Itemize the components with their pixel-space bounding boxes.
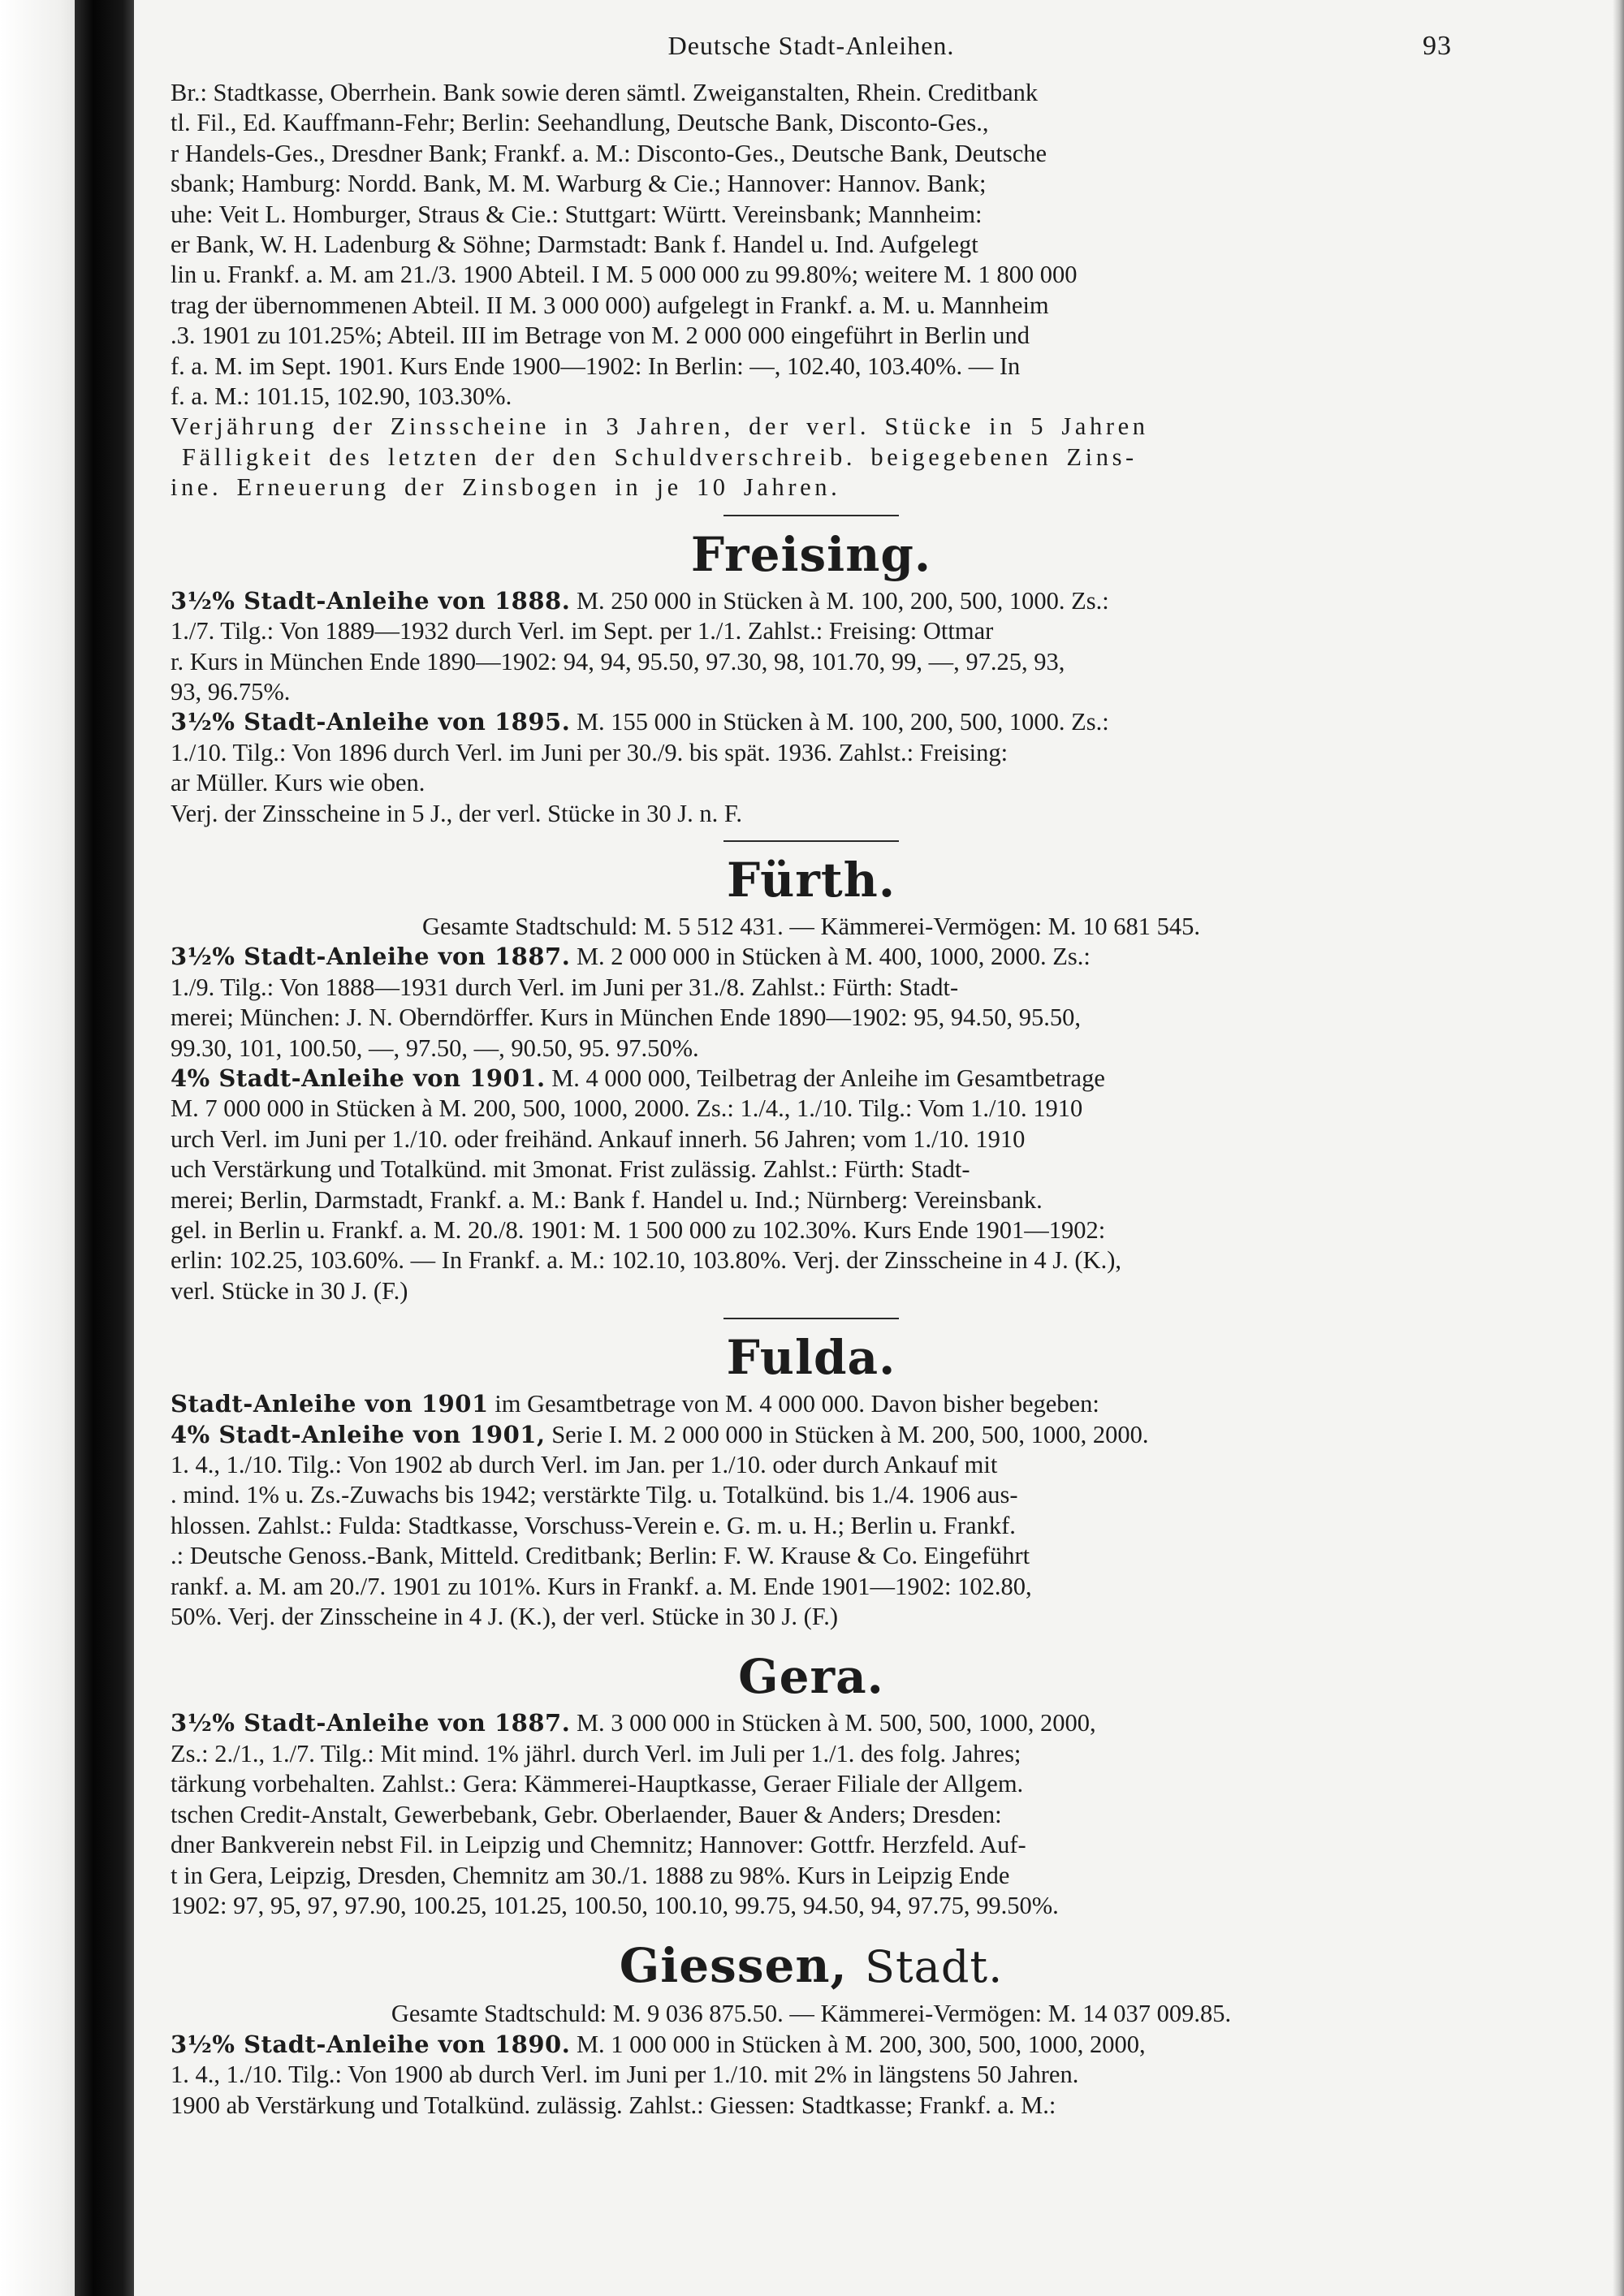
intro-line: lin u. Frankf. a. M. am 21./3. 1900 Abteil. I M. 5 000 000 zu 99.80%; weitere M. 1 800 000 (171, 261, 1078, 289)
section-divider (723, 515, 899, 516)
loan-text: 99.30, 101, 100.50, —, 97.50, —, 90.50, 95. 97.50%. (171, 1034, 699, 1062)
intro-line: tl. Fil., Ed. Kauffmann-Fehr; Berlin: Seehandlung, Deutsche Bank, Disconto-Ges., (171, 109, 989, 137)
section-note: Verj. der Zinsscheine in 5 J., der verl. Stücke in 30 J. n. F. (171, 799, 743, 827)
loan-title: 3½% Stadt-Anleihe von 1887. (171, 1709, 571, 1737)
loan-text: tärkung vorbehalten. Zahlst.: Gera: Kämmerei-Hauptkasse, Geraer Filiale der Allgem. (171, 1770, 1024, 1798)
section-divider (723, 840, 899, 842)
intro-note-line: Fälligkeit des letzten der den Schuldverschreib. beigegebenen Zins- (182, 442, 1138, 471)
gutter-dark-band (75, 0, 122, 2296)
loan-text: erlin: 102.25, 103.60%. — In Frankf. a. M.: 102.10, 103.80%. Verj. der Zinsscheine in 4 J. (K.), (171, 1246, 1121, 1275)
page-right-edge (1613, 0, 1624, 2296)
intro-line: trag der übernommenen Abteil. II M. 3 000 000) aufgelegt in Frankf. a. M. u. Mannheim (171, 291, 1049, 319)
loan-text: M. 250 000 in Stücken à M. 100, 200, 500, 1000. Zs.: (576, 586, 1109, 615)
loan-text: im Gesamtbetrage von M. 4 000 000. Davon bisher begeben: (495, 1390, 1099, 1418)
running-header (171, 26, 1452, 78)
intro-line: Br.: Stadtkasse, Oberrhein. Bank sowie deren sämtl. Zweiganstalten, Rhein. Creditbank (171, 79, 1039, 106)
loan-text: ar Müller. Kurs wie oben. (171, 769, 425, 797)
loan-text: 1./10. Tilg.: Von 1896 durch Verl. im Juni per 30./9. bis spät. 1936. Zahlst.: Freising: (171, 738, 1009, 766)
city-subtitle: Stadt. (864, 1941, 1004, 1993)
loan-title: 4% Stadt-Anleihe von 1901. (171, 1064, 546, 1092)
intro-line: r Handels-Ges., Dresdner Bank; Frankf. a. M.: Disconto-Ges., Deutsche Bank, Deutsche (171, 139, 1047, 167)
intro-line: .3. 1901 zu 101.25%; Abteil. III im Betrage von M. 2 000 000 eingeführt in Berlin und (171, 322, 1030, 350)
intro-line: f. a. M. im Sept. 1901. Kurs Ende 1900—1902: In Berlin: —, 102.40, 103.40%. — In (171, 352, 1021, 380)
loan-text: 50%. Verj. der Zinsscheine in 4 J. (K.), der verl. Stücke in 30 J. (F.) (171, 1603, 839, 1631)
loan-title: 3½% Stadt-Anleihe von 1887. (171, 943, 571, 971)
loan-text: M. 3 000 000 in Stücken à M. 500, 500, 1000, 2000, (576, 1709, 1096, 1737)
page-number: 93 (1423, 31, 1452, 61)
loan-title: 4% Stadt-Anleihe von 1901, (171, 1420, 546, 1448)
loan-text: merei; Berlin, Darmstadt, Frankf. a. M.: Bank f. Handel u. Ind.; Nürnberg: Vereinsbank. (171, 1185, 1043, 1214)
section-fulda (171, 1331, 1452, 1632)
loan-text: dner Bankverein nebst Fil. in Leipzig und Chemnitz; Hannover: Gottfr. Herzfeld. Auf- (171, 1831, 1026, 1859)
loan-text: t in Gera, Leipzig, Dresden, Chemnitz am 30./1. 1888 zu 98%. Kurs in Leipzig Ende (171, 1861, 1010, 1889)
loan-text: 1./7. Tilg.: Von 1889—1932 durch Verl. im Sept. per 1./1. Zahlst.: Freising: Ottmar (171, 617, 994, 645)
debt-summary: Gesamte Stadtschuld: M. 5 512 431. — Kämmerei-Vermögen: M. 10 681 545. (421, 912, 1201, 940)
intro-line: er Bank, W. H. Ladenburg & Söhne; Darmstadt: Bank f. Handel u. Ind. Aufgelegt (171, 231, 978, 259)
loan-text: gel. in Berlin u. Frankf. a. M. 20./8. 1901: M. 1 500 000 zu 102.30%. Kurs Ende 1901—1902: (171, 1216, 1106, 1244)
section-freising (171, 528, 1452, 829)
page-content (171, 26, 1452, 2121)
section-giessen (171, 1939, 1452, 2121)
loan-text: Zs.: 2./1., 1./7. Tilg.: Mit mind. 1% jährl. durch Verl. im Juli per 1./1. des folg. Jahres; (171, 1739, 1021, 1767)
section-gera (171, 1650, 1452, 1921)
intro-line: sbank; Hamburg: Nordd. Bank, M. M. Warburg & Cie.; Hannover: Hannov. Bank; (171, 170, 987, 198)
loan-text: 1902: 97, 95, 97, 97.90, 100.25, 101.25, 100.50, 100.10, 99.75, 94.50, 94, 97.75, 99.50%. (171, 1891, 1059, 1919)
loan-text: merei; München: J. N. Oberndörffer. Kurs in München Ende 1890—1902: 95, 94.50, 95.50, (171, 1003, 1081, 1032)
loan-title: 3½% Stadt-Anleihe von 1888. (171, 586, 571, 615)
book-spine-shadow (0, 0, 134, 2296)
intro-line: f. a. M.: 101.15, 102.90, 103.30%. (171, 382, 512, 411)
loan-title: 3½% Stadt-Anleihe von 1895. (171, 708, 571, 736)
debt-summary: Gesamte Stadtschuld: M. 9 036 875.50. — Kämmerei-Vermögen: M. 14 037 009.85. (391, 2000, 1232, 2028)
loan-text: 1900 ab Verstärkung und Totalkünd. zulässig. Zahlst.: Giessen: Stadtkasse; Frankf. a. M.: (171, 2091, 1056, 2119)
loan-text: . mind. 1% u. Zs.-Zuwachs bis 1942; verstärkte Tilg. u. Totalkünd. bis 1./4. 1906 aus- (171, 1481, 1018, 1509)
running-title: Deutsche Stadt-Anleihen. (667, 31, 955, 60)
loan-title: 3½% Stadt-Anleihe von 1890. (171, 2030, 571, 2058)
section-divider (723, 1318, 899, 1319)
loan-text: M. 7 000 000 in Stücken à M. 200, 500, 1000, 2000. Zs.: 1./4., 1./10. Tilg.: Vom 1./10. 1910 (171, 1094, 1083, 1123)
loan-text: M. 155 000 in Stücken à M. 100, 200, 500, 1000. Zs.: (576, 708, 1109, 736)
intro-note-line: Verjährung der Zinsscheine in 3 Jahren, der verl. Stücke in 5 Jahren (171, 412, 1149, 441)
intro-line: uhe: Veit L. Homburger, Straus & Cie.: Stuttgart: Württ. Vereinsbank; Mannheim: (171, 200, 983, 228)
loan-title: Stadt-Anleihe von 1901 (171, 1390, 489, 1418)
loan-text: M. 2 000 000 in Stücken à M. 400, 1000, 2000. Zs.: (576, 943, 1091, 971)
intro-note-line: ine. Erneuerung der Zinsbogen in je 10 Jahren. (171, 473, 841, 502)
section-heading (171, 1939, 1452, 1994)
section-heading: Fürth. (726, 852, 896, 908)
section-heading: Freising. (690, 526, 932, 582)
loan-text: 1. 4., 1./10. Tilg.: Von 1900 ab durch Verl. im Juni per 1./10. mit 2% in längstens 50 Jahren. (171, 2061, 1079, 2089)
loan-text: Serie I. M. 2 000 000 in Stücken à M. 200, 500, 1000, 2000. (551, 1420, 1149, 1448)
section-fuerth (171, 853, 1452, 1306)
loan-text: 1./9. Tilg.: Von 1888—1931 durch Verl. im Juni per 31./8. Zahlst.: Fürth: Stadt- (171, 973, 959, 1001)
loan-text: uch Verstärkung und Totalkünd. mit 3monat. Frist zulässig. Zahlst.: Fürth: Stadt- (171, 1155, 970, 1184)
loan-text: verl. Stücke in 30 J. (F.) (171, 1276, 408, 1305)
loan-text: r. Kurs in München Ende 1890—1902: 94, 94, 95.50, 97.30, 98, 101.70, 99, —, 97.25, 93, (171, 647, 1065, 675)
loan-text: tschen Credit-Anstalt, Gewerbebank, Gebr. Oberlaender, Bauer & Anders; Dresden: (171, 1800, 1002, 1828)
loan-text: rankf. a. M. am 20./7. 1901 zu 101%. Kurs in Frankf. a. M. Ende 1901—1902: 102.80, (171, 1572, 1032, 1600)
loan-text: hlossen. Zahlst.: Fulda: Stadtkasse, Vorschuss-Verein e. G. m. u. H.; Berlin u. Frankf. (171, 1511, 1016, 1539)
intro-block (171, 78, 1452, 503)
loan-text: M. 1 000 000 in Stücken à M. 200, 300, 500, 1000, 2000, (576, 2030, 1146, 2058)
loan-text: 93, 96.75%. (171, 677, 291, 706)
loan-text: .: Deutsche Genoss.-Bank, Mitteld. Creditbank; Berlin: F. W. Krause & Co. Eingeführt (171, 1542, 1030, 1570)
city-name: Giessen, (619, 1938, 848, 1994)
loan-text: 1. 4., 1./10. Tilg.: Von 1902 ab durch Verl. im Jan. per 1./10. oder durch Ankauf mit (171, 1451, 998, 1479)
section-heading: Fulda. (726, 1330, 896, 1386)
loan-text: urch Verl. im Juni per 1./10. oder freihänd. Ankauf innerh. 56 Jahren; vom 1./10. 1910 (171, 1124, 1026, 1153)
loan-text: M. 4 000 000, Teilbetrag der Anleihe im Gesamtbetrage (551, 1064, 1105, 1092)
section-heading: Gera. (738, 1649, 884, 1705)
